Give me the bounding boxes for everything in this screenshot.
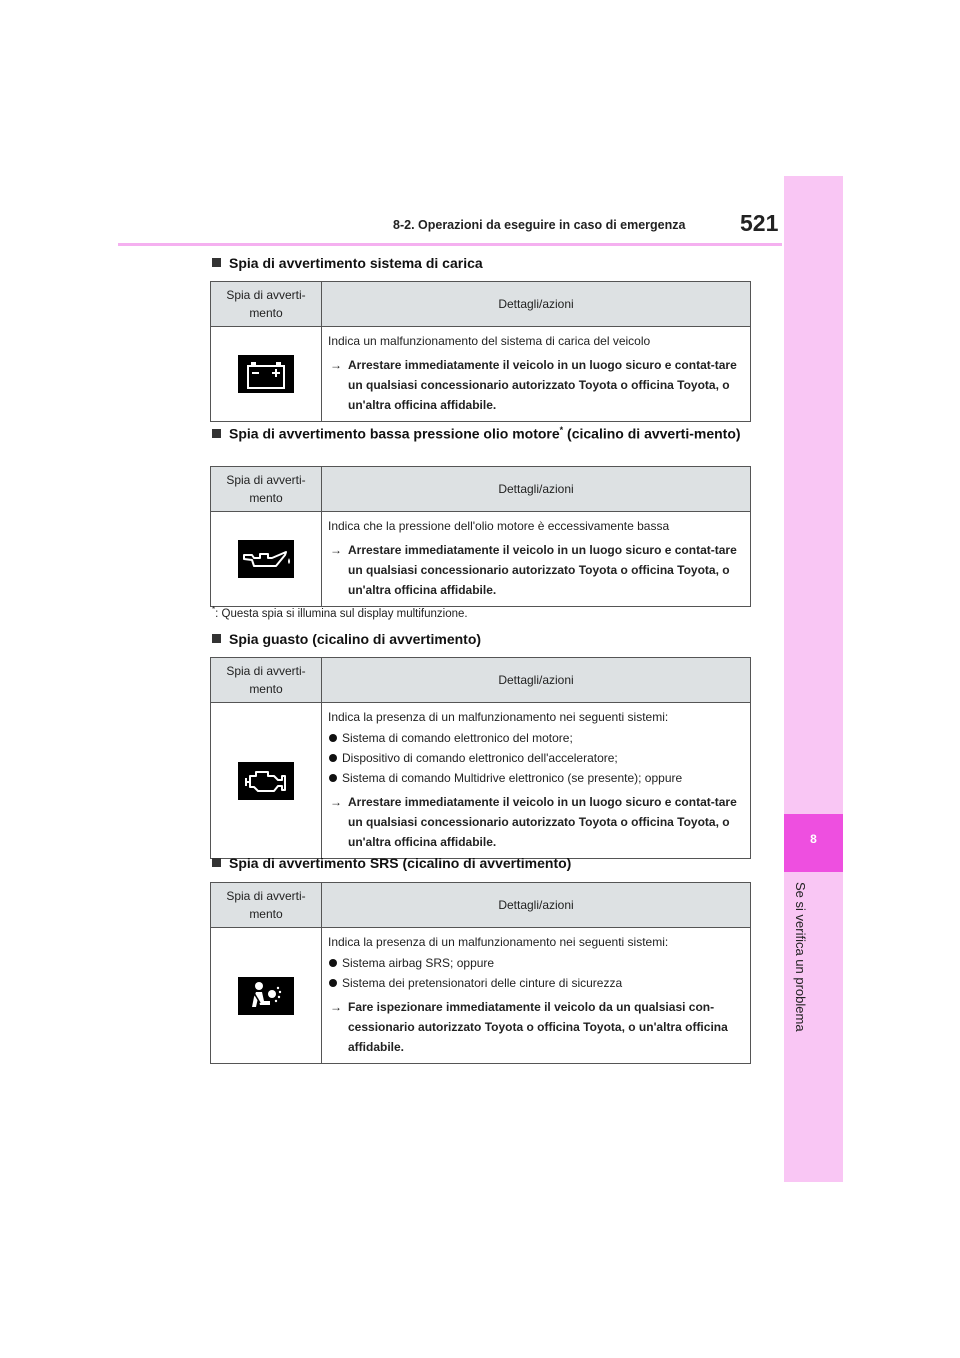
column-header-warning: Spia di avverti-mento [211, 658, 322, 703]
list-item: Dispositivo di comando elettronico dell'acceleratore; [328, 748, 744, 768]
section-heading-oil-pressure: Spia di avvertimento bassa pressione olio motore* (cicalino di avverti-mento) [212, 420, 752, 445]
column-header-details: Dettagli/azioni [322, 883, 751, 928]
section-heading-charging: Spia di avvertimento sistema di carica [212, 253, 752, 274]
engine-icon [238, 762, 294, 800]
arrow-icon: → [330, 358, 342, 372]
action-text: → Arrestare immediatamente il veicolo in un luogo sicuro e contat-tare un qualsiasi concessionario autorizzato Toyota o officina Toyota, o un'altra officina affidabile. [328, 792, 744, 852]
header-rule [118, 243, 782, 246]
icon-cell [211, 703, 322, 859]
warning-table-oil-pressure [210, 466, 751, 607]
chapter-number: 8 [810, 832, 817, 846]
list-item: Sistema di comando Multidrive elettronico (se presente); oppure [328, 768, 744, 788]
list-item: Sistema dei pretensionatori delle cinture di sicurezza [328, 973, 744, 993]
warning-table-srs [210, 882, 751, 1064]
action-text: → Arrestare immediatamente il veicolo in un luogo sicuro e contat-tare un qualsiasi concessionario autorizzato Toyota o officina Toyota, o un'altra officina affidabile. [328, 540, 744, 600]
detail-intro: Indica la presenza di un malfunzionamento nei seguenti sistemi: [328, 710, 669, 724]
oil-can-icon [238, 540, 294, 578]
chapter-title: Se si verifica un problema [793, 882, 808, 1032]
page-number: 521 [740, 210, 779, 236]
column-header-warning: Spia di avverti-mento [211, 883, 322, 928]
arrow-icon: → [330, 795, 342, 809]
running-header-section: 8-2. Operazioni da eseguire in caso di emergenza [393, 218, 686, 232]
icon-cell [211, 512, 322, 607]
square-bullet-icon [212, 258, 221, 267]
section-heading-malfunction: Spia guasto (cicalino di avvertimento) [212, 629, 752, 650]
detail-intro: Indica che la pressione dell'olio motore è eccessivamente bassa [328, 519, 670, 533]
list-item: Sistema di comando elettronico del motore; [328, 728, 744, 748]
detail-cell [322, 928, 751, 1064]
column-header-details: Dettagli/azioni [322, 467, 751, 512]
square-bullet-icon [212, 429, 221, 438]
footnote: *: Questa spia si illumina sul display multifunzione. [212, 605, 468, 620]
arrow-icon: → [330, 1000, 342, 1014]
detail-intro: Indica la presenza di un malfunzionamento nei seguenti sistemi: [328, 935, 669, 949]
column-header-warning: Spia di avverti-mento [211, 467, 322, 512]
square-bullet-icon [212, 858, 221, 867]
list-item: Sistema airbag SRS; oppure [328, 953, 744, 973]
detail-cell [322, 703, 751, 859]
detail-intro: Indica un malfunzionamento del sistema di carica del veicolo [328, 334, 651, 348]
action-text: → Fare ispezionare immediatamente il veicolo da un qualsiasi con-cessionario autorizzato Toyota o officina Toyota, o un'altra officina affidabile. [328, 997, 744, 1057]
warning-table-malfunction [210, 657, 751, 859]
detail-cell [322, 327, 751, 422]
icon-cell [211, 928, 322, 1064]
section-heading-srs: Spia di avvertimento SRS (cicalino di avvertimento) [212, 853, 752, 874]
detail-cell [322, 512, 751, 607]
icon-cell [211, 327, 322, 422]
airbag-icon [238, 977, 294, 1015]
arrow-icon: → [330, 543, 342, 557]
column-header-warning: Spia di avverti-mento [211, 282, 322, 327]
column-header-details: Dettagli/azioni [322, 658, 751, 703]
warning-table-charging [210, 281, 751, 422]
square-bullet-icon [212, 634, 221, 643]
battery-icon [238, 355, 294, 393]
column-header-details: Dettagli/azioni [322, 282, 751, 327]
action-text: → Arrestare immediatamente il veicolo in un luogo sicuro e contat-tare un qualsiasi concessionario autorizzato Toyota o officina Toyota, o un'altra officina affidabile. [328, 355, 744, 415]
